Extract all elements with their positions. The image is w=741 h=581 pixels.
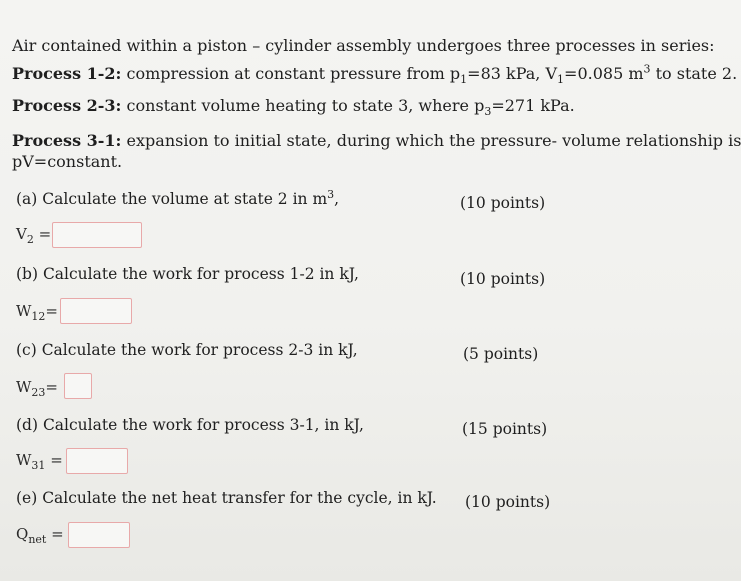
answer-d-label: $W_{31}$ =	[16, 451, 63, 472]
answer-d-input[interactable]	[66, 448, 128, 474]
question-c-points: (5 points)	[463, 345, 539, 363]
question-a-points: (10 points)	[460, 194, 546, 212]
process-3-1-continuation: pV=constant.	[12, 152, 123, 171]
question-b-points: (10 points)	[460, 270, 546, 288]
question-d: (d) Calculate the work for process 3-1, in kJ,	[16, 416, 364, 434]
question-a: (a) Calculate the volume at state 2 in $m^3$,	[16, 187, 340, 208]
answer-e-label: $Q_{net}$ =	[16, 525, 64, 546]
process-2-3-description: Process 2-3: constant volume heating to state 3, where $p_3=271$ kPa.	[12, 96, 575, 119]
answer-e-input[interactable]	[68, 522, 130, 548]
answer-c-label: $W_{23}=$	[16, 378, 58, 399]
process-1-2-description: Process 1-2: compression at constant pressure from $p_1=83$ kPa, $V_1=0.085$ $m^3$ to state 2.	[12, 62, 738, 87]
process-3-1-description: Process 3-1: expansion to initial state, during which the pressure- volume relationship is	[12, 131, 741, 150]
answer-b-input[interactable]	[60, 298, 132, 324]
question-c: (c) Calculate the work for process 2-3 in kJ,	[16, 341, 358, 359]
question-e-points: (10 points)	[465, 493, 551, 511]
question-d-points: (15 points)	[462, 420, 548, 438]
question-e: (e) Calculate the net heat transfer for the cycle, in kJ.	[16, 489, 437, 507]
answer-a-input[interactable]	[52, 222, 142, 248]
answer-a-label: $V_2$ =	[16, 225, 52, 246]
answer-c-input[interactable]	[64, 373, 92, 399]
answer-b-label: $W_{12}=$	[16, 302, 58, 323]
problem-intro: Air contained within a piston – cylinder assembly undergoes three processes in series:	[12, 36, 715, 55]
question-b: (b) Calculate the work for process 1-2 in kJ,	[16, 265, 359, 283]
